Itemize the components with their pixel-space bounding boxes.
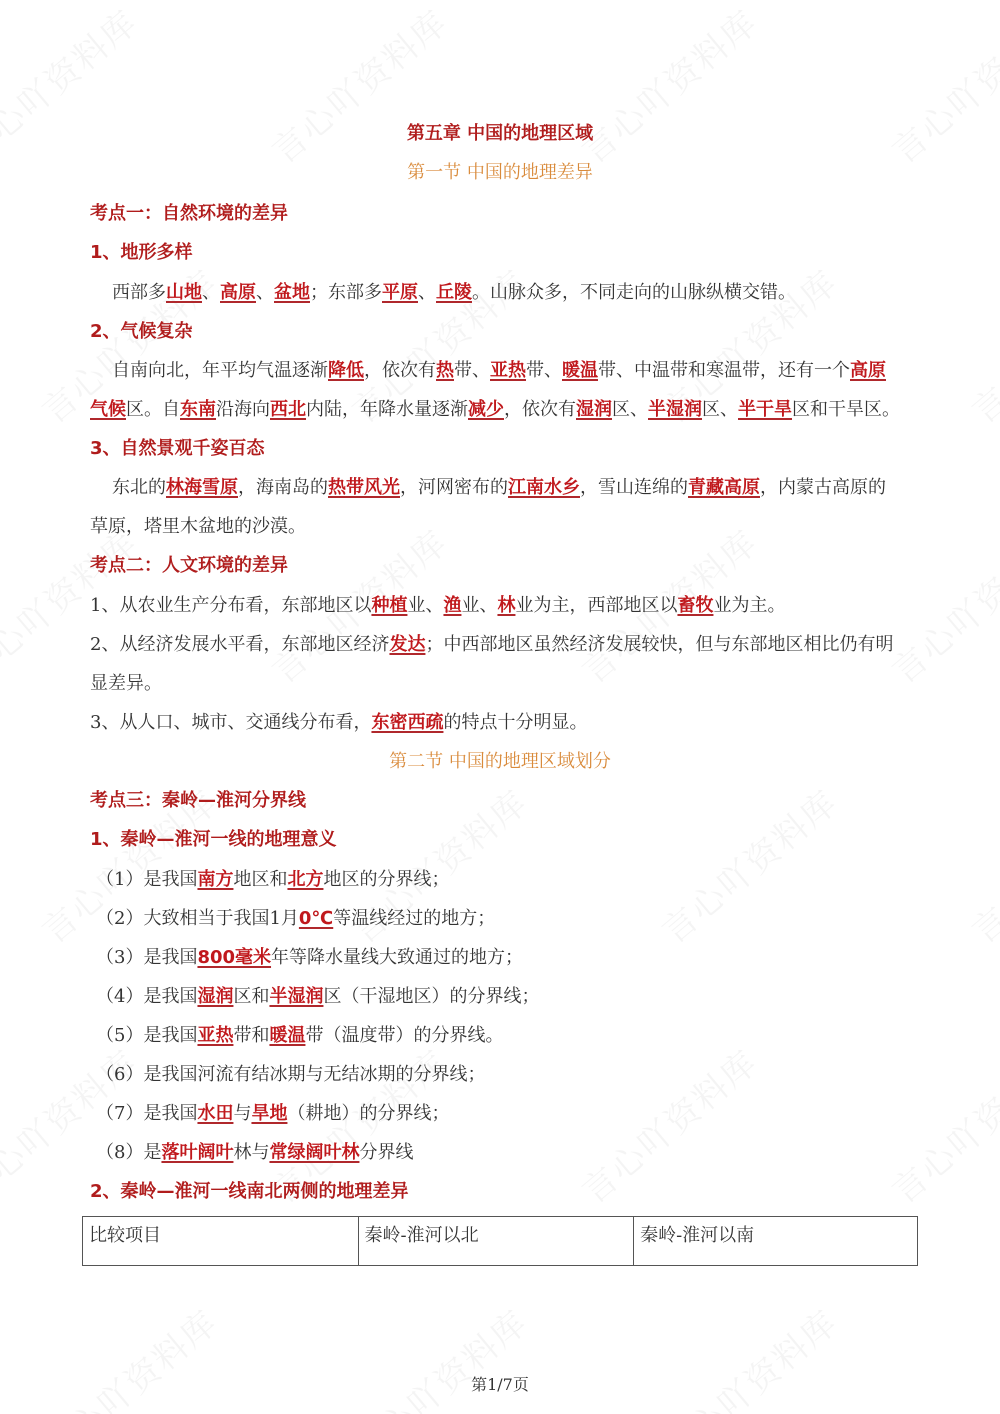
key-term: 亚热 — [490, 360, 526, 381]
key-term: 半干旱 — [738, 399, 792, 420]
text-run: 带、中温带和寒温带，还有一个 — [598, 360, 850, 381]
text-run: ，雪山连绵的 — [580, 477, 688, 498]
key-term: 渔 — [443, 595, 462, 616]
key-term: 800毫米 — [197, 947, 272, 968]
text-run: 区。自 — [126, 399, 180, 420]
text-run: 2、从经济发展水平看，东部地区经济 — [90, 634, 390, 655]
text-run: 区、 — [612, 399, 648, 420]
text-run: 地区的分界线； — [323, 869, 450, 890]
kp1-sub2-line-1 — [90, 398, 900, 422]
key-term: 西北 — [270, 399, 306, 420]
kp3-item-4 — [96, 985, 539, 1009]
kp3-item-3 — [96, 946, 523, 970]
kp3-item-8 — [96, 1141, 413, 1165]
key-term: 平原 — [382, 282, 418, 303]
key-term: 常绿阔叶林 — [269, 1142, 360, 1163]
text-run: （6）是我国河流有结冰期与无结冰期的分界线； — [96, 1064, 486, 1085]
text-run: （2）大致相当于我国1月 — [96, 908, 299, 929]
text-run: 1、从农业生产分布看，东部地区以 — [90, 595, 372, 616]
text-run: 区和干旱区。 — [792, 399, 900, 420]
text-run: 年等降水量线大致通过的地方； — [271, 947, 524, 968]
key-term: 亚热 — [197, 1025, 234, 1046]
text-run: （5）是我国 — [96, 1025, 198, 1046]
text-run: 显差异。 — [90, 673, 162, 694]
text-run: ，内蒙古高原的 — [760, 477, 886, 498]
key-term: 暖温 — [269, 1025, 306, 1046]
key-term: 北方 — [287, 869, 324, 890]
key-term: 热带风光 — [328, 477, 400, 498]
table-header-cell: 比较项目 — [83, 1217, 359, 1266]
key-term: 林海雪原 — [166, 477, 238, 498]
key-term: 高原 — [850, 360, 886, 381]
key-term: 降低 — [328, 360, 364, 381]
key-term: 热 — [436, 360, 454, 381]
kp3-title: 考点三：秦岭—淮河分界线 — [90, 790, 306, 811]
chapter-title: 第五章 中国的地理区域 — [406, 123, 594, 144]
key-term: 林 — [497, 595, 516, 616]
key-term: 发达 — [389, 634, 426, 655]
key-term: 青藏高原 — [688, 477, 760, 498]
key-term: 减少 — [468, 399, 504, 420]
kp3-item-1 — [96, 868, 449, 892]
text-run: 的特点十分明显。 — [443, 712, 588, 733]
key-term: 落叶阔叶 — [161, 1142, 234, 1163]
key-term: 丘陵 — [436, 282, 472, 303]
text-run: ，依次有 — [364, 360, 436, 381]
text-run: 内陆，年降水量逐渐 — [306, 399, 468, 420]
kp1-sub3-line-0 — [112, 476, 886, 500]
key-term: 湿润 — [197, 986, 234, 1007]
key-term: 东密西疏 — [371, 712, 444, 733]
text-run: 业为主。 — [713, 595, 786, 616]
text-run: ，海南岛的 — [238, 477, 328, 498]
kp3-item-6 — [96, 1063, 485, 1087]
key-term: 江南水乡 — [508, 477, 580, 498]
key-term: 湿润 — [576, 399, 612, 420]
section-title-1: 第一节 中国的地理差异 — [407, 162, 593, 183]
kp1-title: 考点一：自然环境的差异 — [90, 203, 288, 224]
text-run: （8）是 — [96, 1142, 162, 1163]
text-run: （7）是我国 — [96, 1103, 198, 1124]
comparison-table — [82, 1216, 918, 1266]
key-term: 山地 — [166, 282, 202, 303]
kp1-sub1-line-0 — [112, 281, 796, 305]
kp3-item-7 — [96, 1102, 449, 1126]
kp1-sub3-title: 3、自然景观千姿百态 — [90, 438, 265, 459]
key-term: 南方 — [197, 869, 234, 890]
text-run: 业、 — [461, 595, 498, 616]
key-term: 种植 — [371, 595, 408, 616]
key-term: 水田 — [197, 1103, 234, 1124]
text-run: 与 — [233, 1103, 252, 1124]
text-run: （4）是我国 — [96, 986, 198, 1007]
text-run: 、 — [202, 282, 220, 303]
text-run: 带、 — [526, 360, 562, 381]
text-run: 自南向北，年平均气温逐渐 — [112, 360, 328, 381]
kp2-line-0 — [90, 594, 785, 618]
kp2-line-2 — [90, 672, 162, 696]
text-run: 分界线 — [359, 1142, 414, 1163]
text-run: 、 — [256, 282, 274, 303]
text-run: ；中西部地区虽然经济发展较快，但与东部地区相比仍有明 — [425, 634, 894, 655]
kp2-line-1 — [90, 633, 893, 657]
text-run: 草原，塔里木盆地的沙漠。 — [90, 516, 306, 537]
text-run: 林与 — [233, 1142, 270, 1163]
table-header-cell: 秦岭-淮河以北 — [358, 1217, 634, 1266]
text-run: 沿海向 — [216, 399, 270, 420]
text-run: 带和 — [233, 1025, 270, 1046]
key-term: 东南 — [180, 399, 216, 420]
table-header-cell: 秦岭-淮河以南 — [634, 1217, 918, 1266]
table-header-row — [83, 1217, 918, 1266]
text-run: 业为主，西部地区以 — [515, 595, 678, 616]
text-run: ，河网密布的 — [400, 477, 508, 498]
text-run: ；东部多 — [310, 282, 382, 303]
key-term: 半湿润 — [269, 986, 324, 1007]
text-run: 带（温度带）的分界线。 — [305, 1025, 504, 1046]
kp1-sub2-title: 2、气候复杂 — [90, 321, 193, 342]
kp3-item-5 — [96, 1024, 503, 1048]
text-run: 等温线经过的地方； — [333, 908, 496, 929]
text-run: 带、 — [454, 360, 490, 381]
text-run: 。山脉众多，不同走向的山脉纵横交错。 — [472, 282, 796, 303]
kp2-title: 考点二：人文环境的差异 — [90, 555, 288, 576]
kp1-sub3-line-1 — [90, 515, 306, 539]
key-term: 气候 — [90, 399, 126, 420]
text-run: 西部多 — [112, 282, 166, 303]
key-term: 旱地 — [251, 1103, 288, 1124]
page-number: 第1/7页 — [471, 1375, 529, 1394]
text-run: （耕地）的分界线； — [287, 1103, 450, 1124]
text-run: 区（干湿地区）的分界线； — [323, 986, 540, 1007]
section-title-2: 第二节 中国的地理区域划分 — [389, 751, 611, 772]
key-term: 高原 — [220, 282, 256, 303]
kp3-sub1-title: 1、秦岭—淮河一线的地理意义 — [90, 829, 337, 850]
key-term: 暖温 — [562, 360, 598, 381]
text-run: 区和 — [233, 986, 270, 1007]
text-run: （3）是我国 — [96, 947, 198, 968]
text-run: 地区和 — [233, 869, 288, 890]
kp3-sub2-title: 2、秦岭—淮河一线南北两侧的地理差异 — [90, 1181, 409, 1202]
kp2-line-3 — [90, 711, 587, 735]
text-run: 东北的 — [112, 477, 166, 498]
text-run: （1）是我国 — [96, 869, 198, 890]
text-run: 业、 — [407, 595, 444, 616]
kp3-item-2 — [96, 907, 495, 931]
text-run: 、 — [418, 282, 436, 303]
key-term: 0℃ — [298, 908, 334, 929]
text-run: ，依次有 — [504, 399, 576, 420]
kp1-sub1-title: 1、地形多样 — [90, 242, 193, 263]
text-run: 3、从人口、城市、交通线分布看， — [90, 712, 372, 733]
kp1-sub2-line-0 — [112, 359, 886, 383]
key-term: 畜牧 — [677, 595, 714, 616]
key-term: 半湿润 — [648, 399, 702, 420]
text-run: 区、 — [702, 399, 738, 420]
key-term: 盆地 — [274, 282, 310, 303]
